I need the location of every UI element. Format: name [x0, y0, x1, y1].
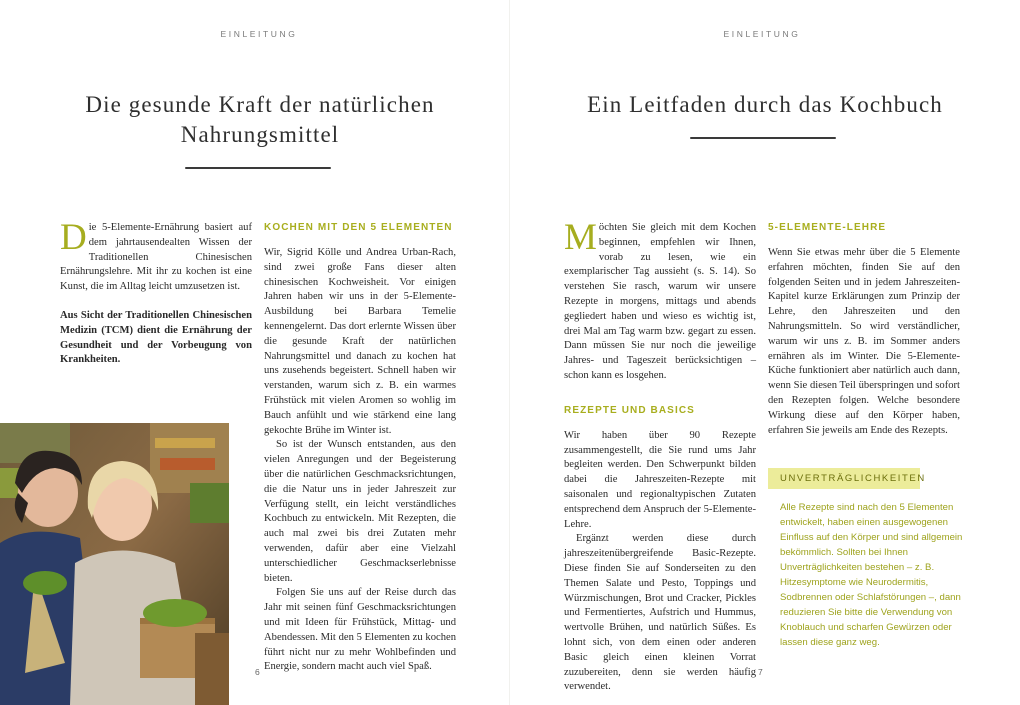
page-title: Ein Leitfaden durch das Kochbuch: [587, 92, 943, 117]
lehre-column: [768, 221, 960, 438]
body-paragraph: Ergänzt werden diese durch jahreszeitenübergreifende Basic-Rezepte. Diese finden Sie auf Sonderseiten zu den Themen Salate und Pesto, Toppings und Würzmischungen, Brot und Cracker, Pickles und Fermentiertes, Aufstrich und Hummus, wertvolle Brühen, und natürlich Süßes. Es lohnt sich, von dem einen oder anderen Basic gleich einen kleinen Vorrat zuzubereiten, denn sie werden häufig verwendet.: [564, 533, 756, 693]
page-title: [40, 90, 480, 150]
title-line-1: Die gesunde Kraft der natürlichen: [85, 92, 435, 117]
page-number: 7: [758, 667, 763, 677]
body-paragraph: Wir haben über 90 Rezepte zusammengestellt, die Sie rund ums Jahr begleiten werden. Den Schwerpunkt bilden dabei die Jahreszeiten-Rezepte mit saisonalen und regionaltypischen Zutaten entsprechend dem Anspruch der 5-Elemente-Lehre.: [564, 429, 756, 530]
right-page: [510, 0, 1020, 705]
intro-paragraph: [60, 217, 252, 295]
title-rule: [185, 167, 331, 169]
body-paragraph: Folgen Sie uns auf der Reise durch das Jahr mit seinen fünf Geschmacksrichtungen und mit Ideen für Frühstück, Mittag- und Abendessen. Mit den 5 Elementen zu kochen führt nicht nur zu mehr Wohlbefinden und Energie, sondern macht auch viel Spaß.: [264, 587, 456, 673]
section-heading: REZEPTE UND BASICS: [564, 404, 695, 416]
body-paragraph: So ist der Wunsch entstanden, aus den vielen Anregungen und der Begeisterung über die natürlichen Geschmacksrichtungen, die die Natur uns in jeder Jahreszeit zur Verfügung stellt, ein leicht verständliches Kochbuch zu entwickeln. Mit Rezepten, die auch mal zwei bis drei Zutaten mehr verwenden, dafür aber eine Vielzahl unterschiedlicher Geschmackserlebnisse bieten.: [264, 439, 456, 584]
running-head: EINLEITUNG: [723, 29, 801, 39]
intro-column: [564, 217, 756, 695]
info-box-heading: UNVERTRÄGLICHKEITEN: [768, 468, 920, 489]
drop-cap: D: [60, 217, 87, 258]
intro-text: öchten Sie gleich mit dem Kochen beginnen, empfehlen wir Ihnen, vorab zu lesen, wie ein exemplarischer Tag aussieht (s. S. 14). So verstehen Sie rasch, warum wir unsere Rezepte in morgens, mittags und abends gegliedert haben und wieso es wichtig ist, drei Mal am Tag warm bzw. gegart zu essen. Dann müssen Sie nur noch die jeweilige Jahres- und Tageszeit berücksichtigen – schon kann es losgehen.: [564, 222, 756, 381]
authors-photo: [0, 423, 229, 705]
title-line-2: Nahrungsmittel: [180, 122, 340, 147]
body-paragraph: Wenn Sie etwas mehr über die 5 Elemente erfahren möchten, finden Sie auf den folgenden Seiten und in jedem Jahreszeiten-Kapitel kurze Erklärungen zum Prinzip der Lehre, den Jahreszeiten und den Nahrungsmitteln. So wird verständlicher, warum wir uns z. B. im Sommer anders ernähren als im Winter. Die 5-Elemente-Küche funktioniert aber natürlich auch dann, wenn Sie diesen Teil überspringen und sofort den Rezepten folgen. Welche besondere Wirkung diese auf den Körper haben, erfahren Sie jeweils am Ende des Rezepts.: [768, 247, 960, 436]
drop-cap: M: [564, 217, 597, 258]
section-column: [264, 221, 456, 675]
intro-text: ie 5-Elemente-Ernährung basiert auf dem jahrtausendealten Wissen der Traditionellen Chinesischen Ernährungslehre. Mit ihr zu kochen ist eine Kunst, die im Alltag leicht umzusetzen ist.: [60, 222, 252, 293]
running-head: EINLEITUNG: [220, 29, 298, 39]
intro-column: [60, 217, 252, 368]
intro-bold-paragraph: Aus Sicht der Traditionellen Chinesischen Medizin (TCM) dient die Ernährung der Gesundheit und der Vorbeugung von Krankheiten.: [60, 309, 252, 366]
page-number: 6: [255, 667, 260, 677]
section-heading: KOCHEN MIT DEN 5 ELEMENTEN: [264, 222, 453, 233]
section-heading: 5-ELEMENTE-LEHRE: [768, 222, 887, 233]
info-box-text: Alle Rezepte sind nach den 5 Elementen entwickelt, haben einen ausgewogenen Einfluss auf den Körper und sind allgemein bekömmlich. Sollten bei Ihnen Unverträglichkeiten bestehen – z. B. Hitzesymptome wie Neurodermitis, Sodbrennen oder Schlafstörungen –, dann reduzieren Sie bitte die Verwendung von Knoblauch und scharfen Gewürzen oder lassen diese ganz weg.: [780, 502, 963, 648]
body-paragraph: Wir, Sigrid Kölle und Andrea Urban-Rach, sind zwei große Fans dieser alten chinesischen Kochweisheit. Vor einigen Jahren haben wir uns in der 5-Elemente-Ausbildung bei Barbara Temelie kennengelernt. Das dort erlernte Wissen über die gesunde Kraft der natürlichen Nahrungsmittel und danach zu kochen hat uns zusehends begeistert. Schnell haben wir verstanden, warum sich z. B. ein warmes Frühstück mit vielen Aromen so wohlig im Bauch anfühlt und wie stärkend eine lang gekochte Brühe im Winter ist.: [264, 247, 456, 436]
intro-paragraph: [564, 217, 756, 384]
title-rule: [690, 137, 836, 139]
